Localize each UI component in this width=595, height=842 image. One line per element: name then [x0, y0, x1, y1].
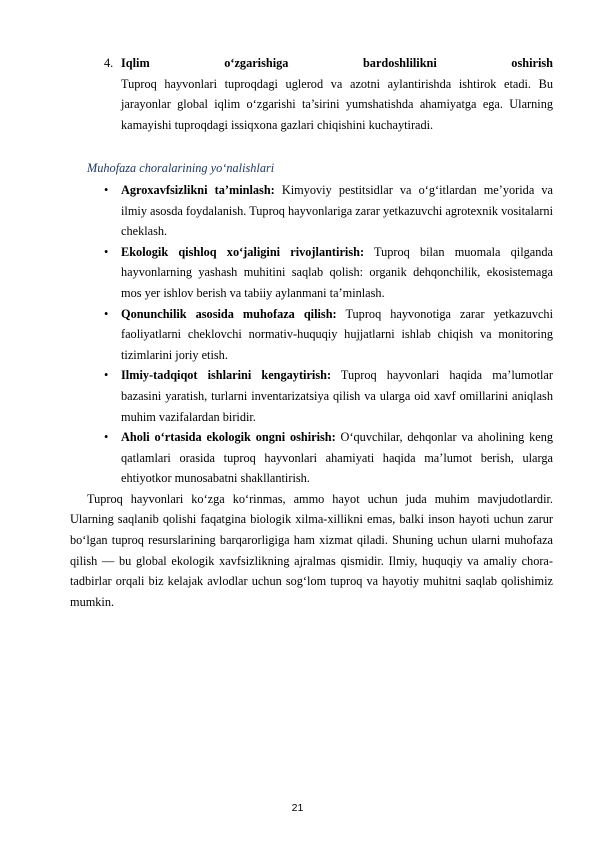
page-number: 21 [291, 802, 304, 814]
list-item [87, 180, 553, 242]
list-item [87, 242, 553, 304]
closing-section [70, 489, 553, 613]
bullet-icon: • [104, 368, 109, 383]
section-title: Muhofaza choralarining yo‘nalishlari [87, 161, 275, 176]
page-content [70, 53, 553, 612]
list-item-text: Tuproq hayvonotiga zarar yetkazuvchi faoliyatlarni cheklovchi normativ-huquqiy hujjatlarni ishlab chiqish va monitoring tizimlarini joriy etish. [121, 306, 553, 362]
list-item-term: Agroxavfsizlikni ta’minlash: [121, 182, 275, 197]
bullet-icon: • [104, 306, 109, 321]
list-item-term: Ilmiy-tadqiqot ishlarini kengaytirish: [121, 368, 332, 383]
list-item-text: Tuproq bilan muomala qilganda hayvonlarning yashash muhitini saqlab qolish: organik dehqonchilik, ekosistemaga mos yer ishlov berish va tabiiy aylanmani ta’minlash. [121, 244, 553, 300]
list-item-text: Tuproq hayvonlari haqida ma’lumotlar bazasini yaratish, turlarni inventarizatsiya qilish va ularga oid xavf omillarini aniqlash muhim vazifalardan biridir. [121, 368, 553, 424]
list-item-term: Qonunchilik asosida muhofaza qilish: [121, 306, 337, 321]
bullet-icon: • [104, 182, 109, 197]
list-item-term: Aholi o‘rtasida ekologik ongni oshirish: [121, 430, 336, 445]
list-item [87, 365, 553, 427]
list-item-term: Ekologik qishloq xo‘jaligini rivojlantirish: [121, 244, 365, 259]
item-body: Tuproq hayvonlari tuproqdagi uglerod va azotni aylantirishda ishtirok etadi. Bu jarayonlar global iqlim o‘zgarishi ta’sirini yumshatishda ahamiyatga ega. Ularning kamayishi tuproqdagi issiqxona gazlari chiqishini kuchaytiradi. [121, 76, 553, 132]
item-heading: Iqlim o‘zgarishiga bardoshlilikni oshirish [121, 56, 553, 70]
item-number: 4. [104, 56, 114, 70]
bullet-icon: • [104, 244, 109, 259]
list-item-text: Kimyoviy pestitsidlar va o‘g‘itlardan me’yorida va ilmiy asosda foydalanish. Tuproq hayvonlariga zarar yetkazuvchi agrotexnik vositalarni cheklash. [121, 182, 553, 239]
measures-list [87, 180, 553, 489]
numbered-item-4 [87, 53, 553, 135]
list-item [87, 427, 553, 489]
list-item-text: O‘quvchilar, dehqonlar va aholining keng qatlamlari orasida tuproq hayvonlari ahamiyati haqida ma’lumot berish, ularga ehtiyotkor munosabatni shakllantirish. [121, 430, 553, 486]
bullet-icon: • [104, 430, 109, 445]
closing-paragraph: Tuproq hayvonlari ko‘zga ko‘rinmas, ammo hayot uchun juda muhim mavjudotlardir. Ularning saqlanib qolishi faqatgina biologik xilma-xillikni emas, balki inson hayoti uchun zarur bo‘lgan tuproq resurslarining barqarorligiga ham xizmat qiladi. Shuning uchun ularni muhofaza qilish — bu global ekologik xavfsizlikning ajralmas qismidir. Ilmiy, huquqiy va amaliy chora-tadbirlar orqali biz kelajak avlodlar uchun sog‘lom tuproq va hayotiy muhitni saqlab qolishimiz mumkin. [70, 491, 553, 609]
list-item [87, 304, 553, 366]
